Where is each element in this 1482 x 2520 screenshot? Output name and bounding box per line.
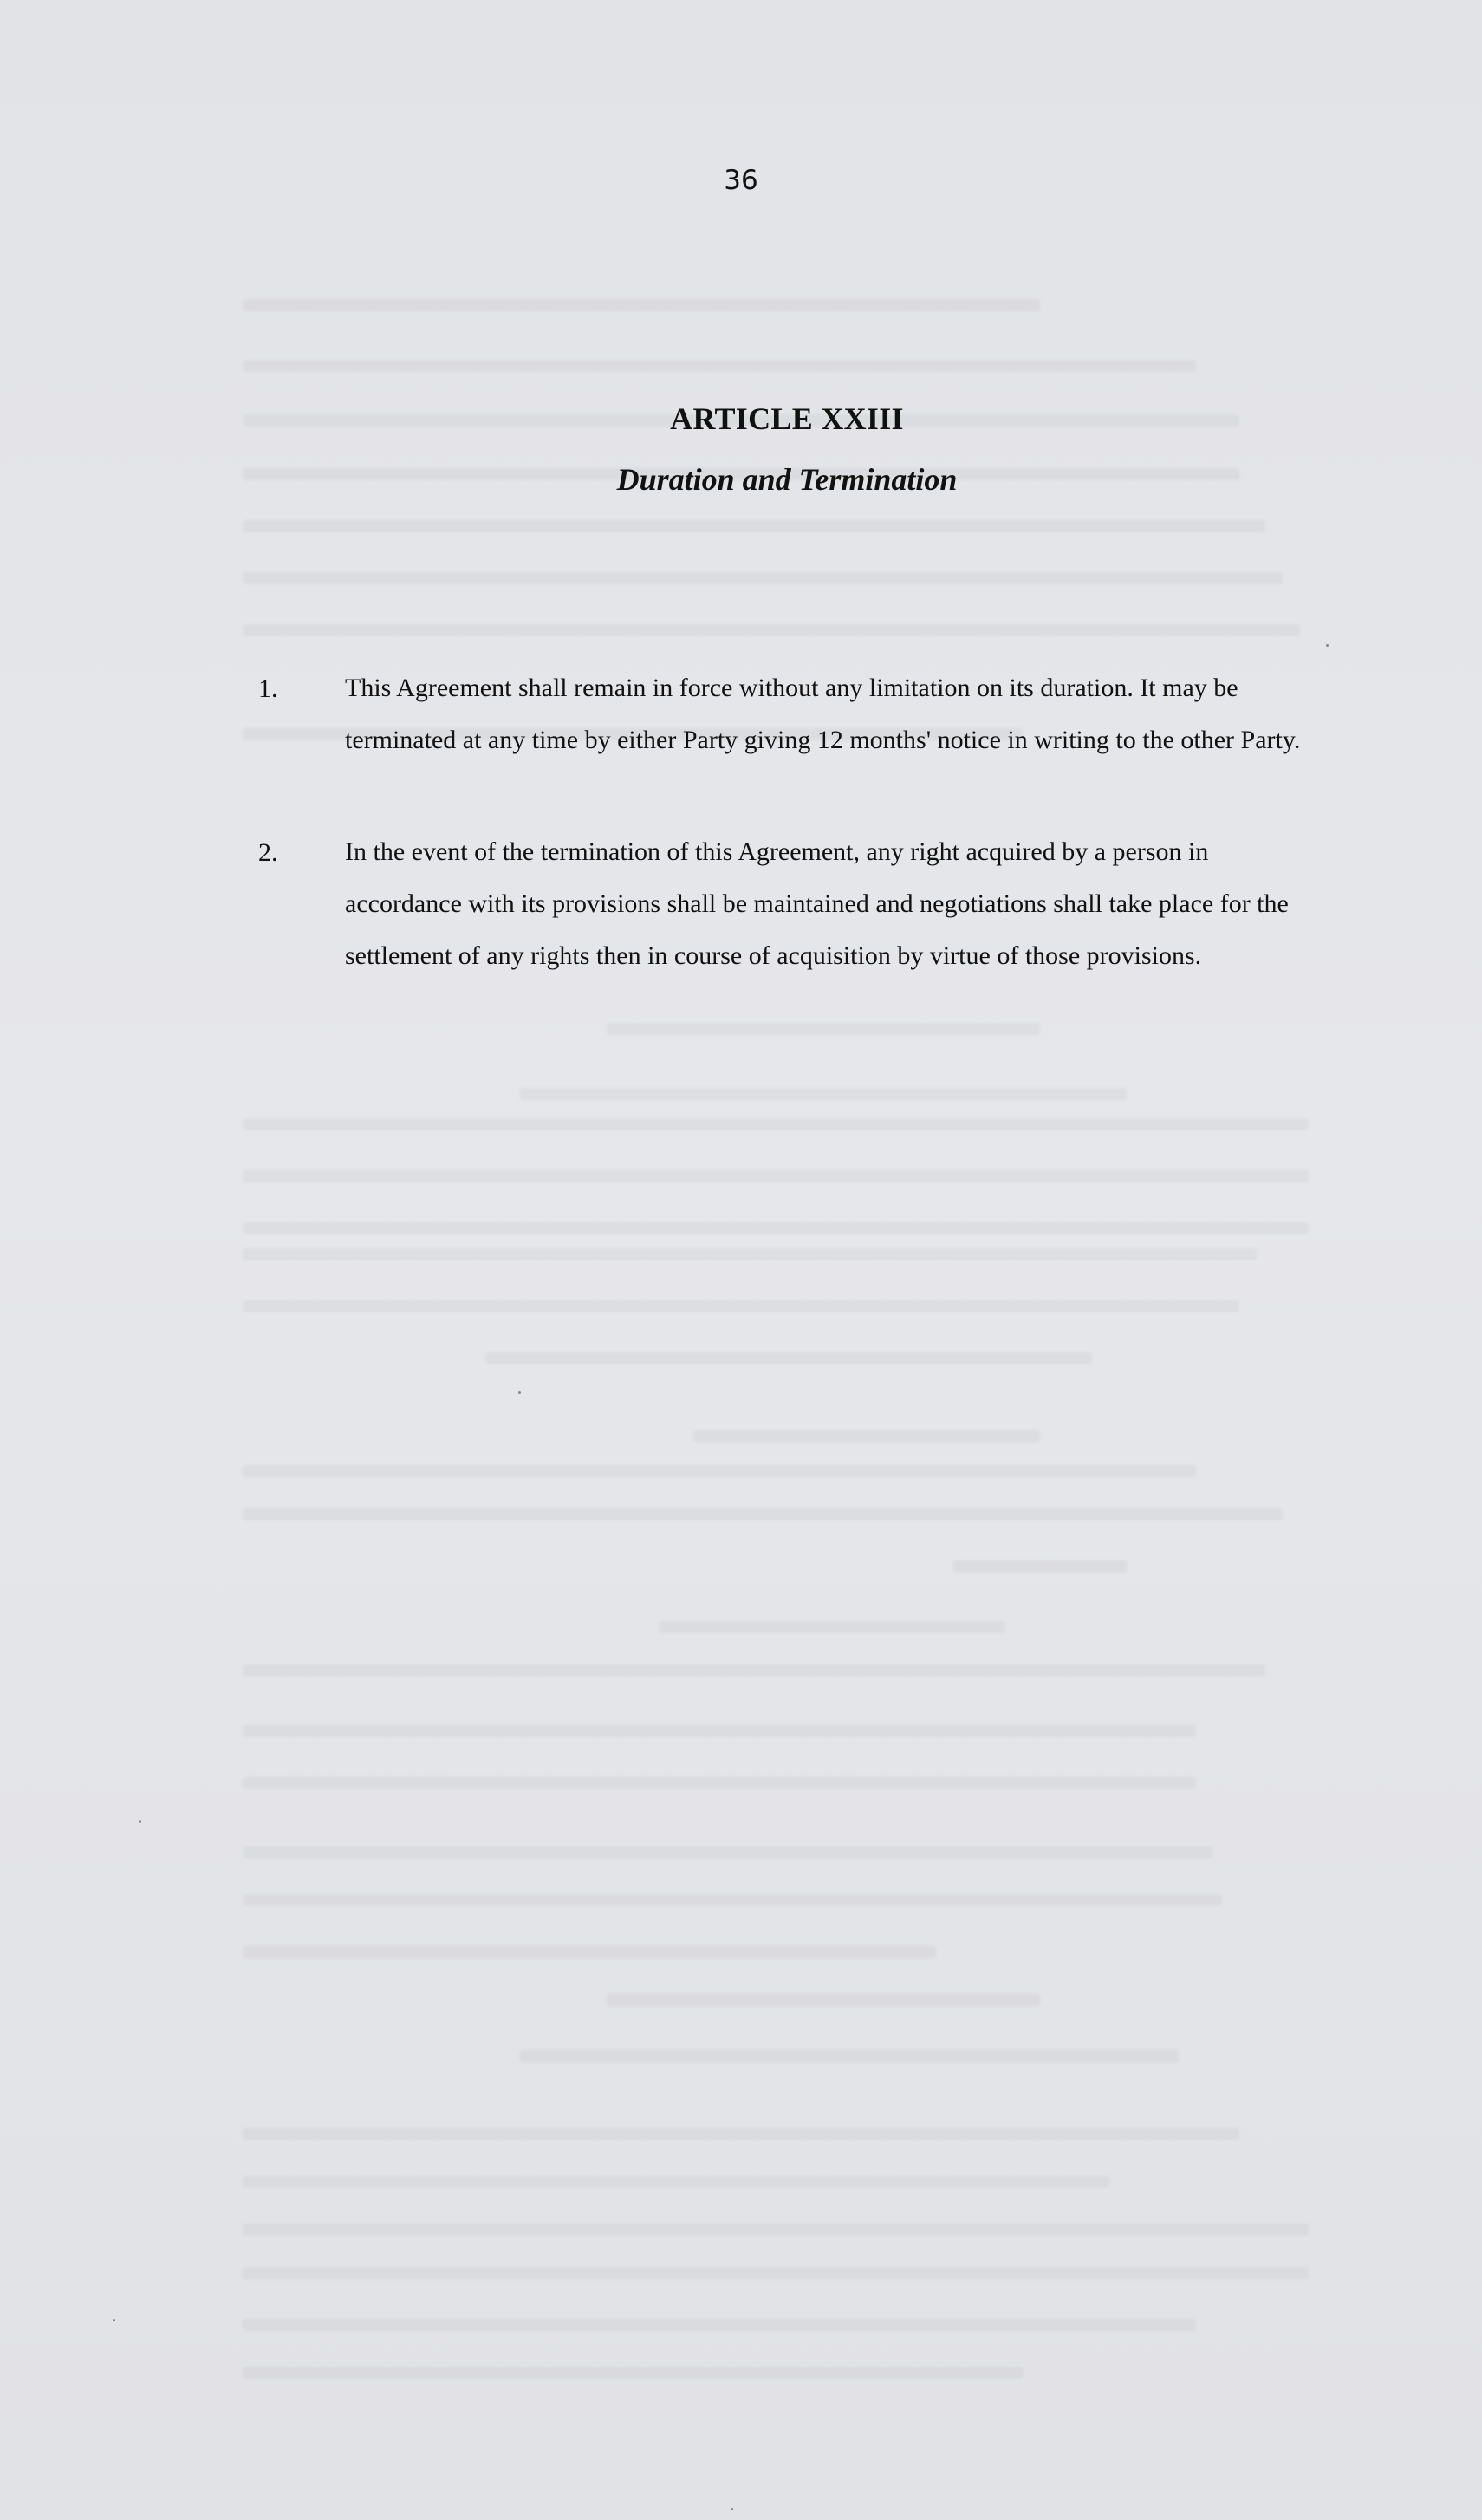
bleed-through (243, 1222, 1309, 1234)
clause-text: In the event of the termination of this Agreement, any right acquired by a person in accordance with its provisions shall be maintained and negotiations shall take place for the settlement of any rights then in course of acquisition by virtue of those provisions. (345, 837, 1289, 970)
bleed-through (243, 1508, 1283, 1520)
paper-speck (139, 1820, 141, 1823)
bleed-through (243, 2319, 1196, 2331)
bleed-through (659, 1621, 1005, 1633)
paper-speck (731, 2508, 733, 2510)
bleed-through (243, 2224, 1309, 2236)
clause-number: 2. (258, 838, 278, 867)
paper-speck (113, 2319, 115, 2321)
bleed-through (243, 360, 1196, 372)
paper-speck (1326, 644, 1329, 647)
bleed-through (953, 1560, 1127, 1573)
bleed-through (243, 1170, 1309, 1182)
bleed-through (243, 1946, 936, 1958)
bleed-through (243, 520, 1265, 532)
bleed-through (607, 1023, 1040, 1035)
bleed-through (243, 1248, 1257, 1260)
bleed-through (243, 1725, 1196, 1737)
bleed-through (485, 1352, 1092, 1364)
bleed-through (243, 2267, 1309, 2279)
bleed-through (520, 1088, 1127, 1100)
bleed-through (243, 1664, 1265, 1677)
bleed-through (243, 1846, 1213, 1859)
clause-text: This Agreement shall remain in force without any limitation on its duration. It may be terminated at any time by either Party giving 12 months' notice in writing to the other Party. (345, 674, 1301, 754)
clause-number: 1. (258, 674, 278, 703)
bleed-through (243, 624, 1300, 636)
bleed-through (243, 2176, 1109, 2188)
page-number: 36 (724, 165, 758, 196)
bleed-through (520, 2050, 1179, 2062)
bleed-through (243, 1300, 1239, 1312)
bleed-through (243, 1777, 1196, 1789)
bleed-through (243, 1465, 1196, 1477)
article-subtitle: Duration and Termination (616, 462, 958, 497)
bleed-through (693, 1430, 1040, 1442)
bleed-through (607, 1994, 1040, 2006)
bleed-through (243, 1894, 1222, 1906)
bleed-through (243, 1118, 1309, 1130)
paper-speck (518, 1391, 521, 1394)
article-title: ARTICLE XXIII (670, 401, 904, 436)
bleed-through (243, 2367, 1023, 2379)
bleed-through (243, 572, 1283, 584)
bleed-through (243, 2128, 1239, 2140)
bleed-through (243, 299, 1040, 311)
